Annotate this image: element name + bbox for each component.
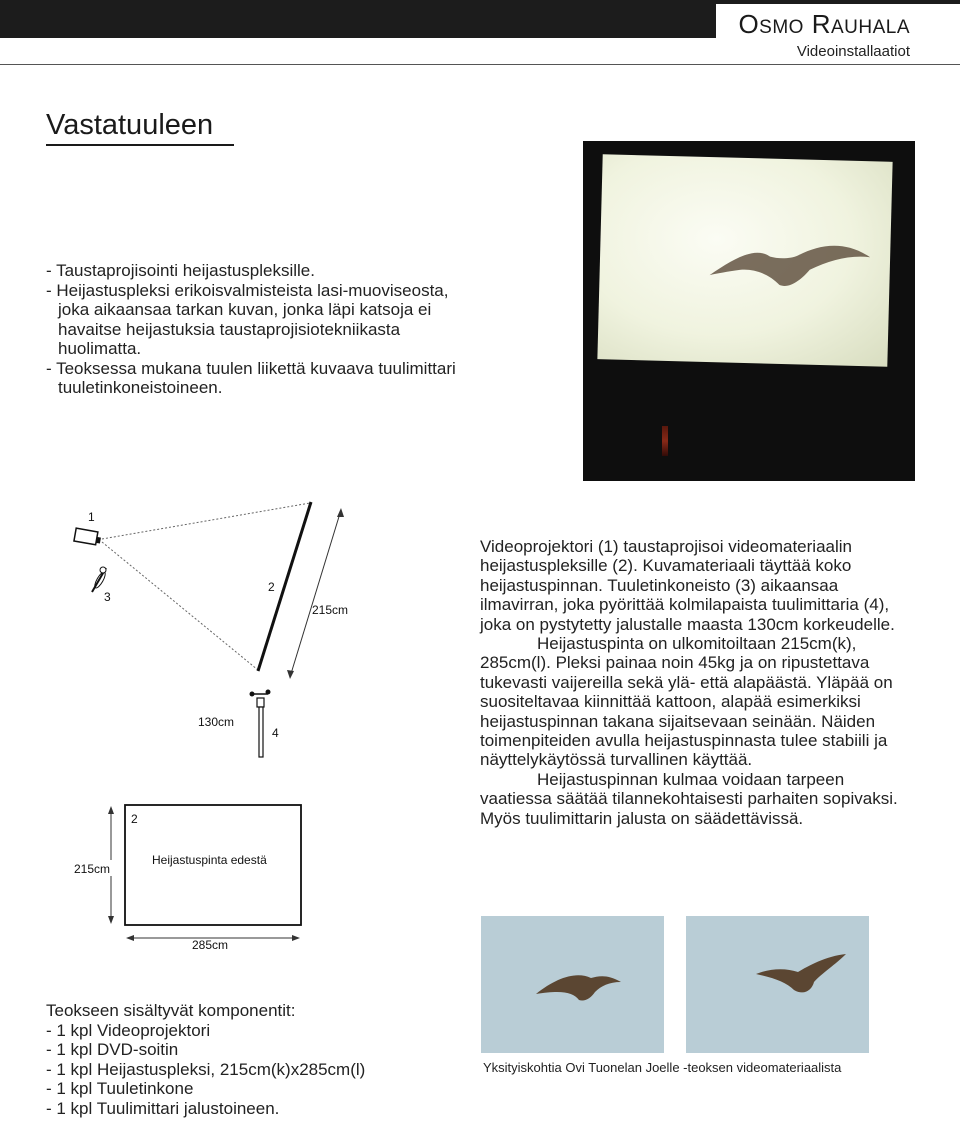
label-plexiglass-front: 2 xyxy=(131,812,138,826)
height-arrow xyxy=(290,510,341,677)
anemometer-icon xyxy=(250,690,271,758)
component-item: - 1 kpl DVD-soitin xyxy=(46,1040,179,1059)
falcon-silhouette xyxy=(756,954,846,992)
projector-light xyxy=(662,426,668,456)
photo-caption: Yksityiskohtia Ovi Tuonelan Joelle -teoksen videomateriaalista xyxy=(483,1060,842,1075)
intro-line: - Teoksessa mukana tuulen liikettä kuvaava tuulimittari tuuletinkoneistoineen. xyxy=(46,358,456,397)
falcon-image-2 xyxy=(686,916,869,1053)
arrow-head-right xyxy=(292,935,300,941)
component-item: - 1 kpl Tuuletinkone xyxy=(46,1079,194,1098)
falcon-image-1 xyxy=(481,916,664,1053)
components-items xyxy=(46,1021,365,1119)
intro-line: - Heijastuspleksi erikoisvalmisteista lasi-muoviseosta, joka aikaansaa tarkan kuvan, jonka läpi katsoja ei havaitse heijastuksia taustaprojisiotekniikasta huolimatta. xyxy=(46,280,449,358)
label-anemometer: 4 xyxy=(272,726,279,740)
projector-icon xyxy=(74,528,101,545)
arrow-head-top xyxy=(337,508,344,517)
plexiglass-side xyxy=(258,502,311,671)
projection-screen xyxy=(597,154,892,367)
label-front-width: 285cm xyxy=(192,938,229,952)
components-list xyxy=(46,1001,365,1118)
falcon-silhouette xyxy=(709,243,870,289)
arrow-head-up xyxy=(108,806,114,814)
installation-diagram xyxy=(0,490,460,965)
page-subtitle: Videoinstallaatiot xyxy=(796,43,910,60)
component-item: - 1 kpl Videoprojektori xyxy=(46,1020,211,1040)
arrow-head-down xyxy=(108,916,114,924)
component-item: - 1 kpl Tuulimittari jalustoineen. xyxy=(46,1098,280,1118)
arrow-head-bottom xyxy=(287,670,294,679)
label-fan: 3 xyxy=(104,590,111,604)
label-projector: 1 xyxy=(88,510,95,524)
components-title: Teokseen sisältyvät komponentit: xyxy=(46,1001,296,1020)
label-front-view: Heijastuspinta edestä xyxy=(152,853,267,867)
label-plexiglass: 2 xyxy=(268,580,275,594)
label-front-height: 215cm xyxy=(74,862,111,876)
falcon-silhouette xyxy=(536,975,621,1000)
projection-ray-top xyxy=(102,503,310,539)
projection-ray-bottom xyxy=(102,542,258,670)
detail-photo-1 xyxy=(481,916,664,1053)
component-item: - 1 kpl Heijastuspleksi, 215cm(k)x285cm(l) xyxy=(46,1059,366,1079)
detail-photo-2 xyxy=(686,916,869,1053)
diagram-svg xyxy=(0,490,460,960)
arrow-head-left xyxy=(126,935,134,941)
description-paragraph: Videoprojektori (1) taustaprojisoi videomateriaalin heijastuspleksille (2). Kuvamateriaali täyttää koko heijastuspinnan. Tuuletinkoneisto (3) aikaansaa ilmavirran, joka pyörittää kolmilapaista tuulimittaria (4), joka on pystytetty jalustalle maasta 130cm korkeudelle. xyxy=(480,537,895,634)
description-paragraph: Heijastuspinnan kulmaa voidaan tarpeen vaatiessa säätää tilannekohtaisesti parhaiten sopivaksi. Myös tuulimittarin jalusta on säädettävissä. xyxy=(480,769,898,828)
author-name: OSMO RAUHALA xyxy=(738,9,910,39)
label-stand-height: 130cm xyxy=(198,715,235,729)
page-title: Vastatuuleen xyxy=(46,106,234,146)
fan-icon xyxy=(92,567,107,592)
header-divider xyxy=(0,64,960,65)
label-height-side: 215cm xyxy=(312,603,349,617)
description-text xyxy=(480,537,920,828)
intro-text xyxy=(46,261,526,398)
description-paragraph: Heijastuspinta on ulkomitoiltaan 215cm(k), 285cm(l). Pleksi painaa noin 45kg ja on ripustettava tukevasti vaijereilla sekä ylä- että alapäästä. Yläpää on suositeltavaa kiinnittää kattoon, alapää esimerkiksi heijastuspinnan takana sijaitsevaan seinään. Näiden toimenpiteiden avulla heijastuspinnasta tulee stabiili ja näyttelykäytössä turvallinen käyttää. xyxy=(480,634,893,770)
intro-line: - Taustaprojisointi heijastuspleksille. xyxy=(46,261,315,280)
falcon-image xyxy=(597,154,892,367)
